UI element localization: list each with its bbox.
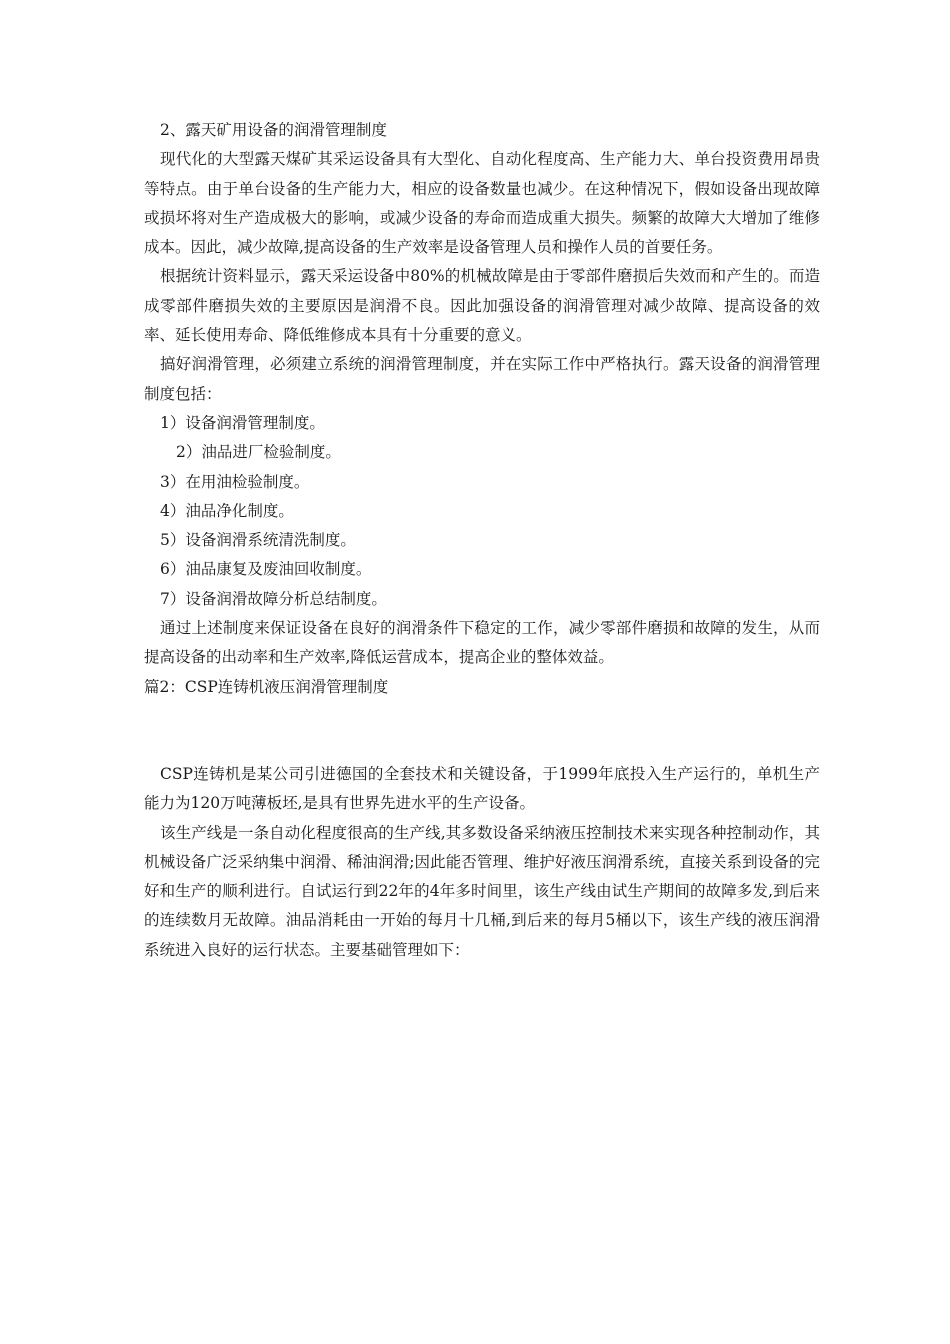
- list-item: 1）设备润滑管理制度。: [160, 413, 325, 432]
- section-heading: 2、露天矿用设备的润滑管理制度: [160, 121, 387, 139]
- list-item: 5）设备润滑系统清洗制度。: [160, 531, 356, 550]
- paragraph-intro: 现代化的大型露天煤矿其采运设备具有大型化、自动化程度高、生产能力大、单台投资费用昂贵等特点。由于单台设备的生产能力大，相应的设备数量也减少。在这种情况下，假如设备出现故障或损坏将对生产造成极大的影响，或减少设备的寿命而造成重大损失。频繁的故障大大增加了维修成本。因此，减少故障,提高设备的生产效率是设备管理人员和操作人员的首要任务。: [144, 150, 820, 257]
- document-body: [144, 116, 820, 965]
- paragraph-statistics: 根据统计资料显示，露天采运设备中80%的机械故障是由于零部件磨损后失效而和产生的。而造成零部件磨损失效的主要原因是润滑不良。因此加强设备的润滑管理对减少故障、提高设备的效率、延长使用寿命、降低维修成本具有十分重要的意义。: [144, 267, 820, 345]
- list-item: 4）油品净化制度。: [160, 501, 294, 520]
- spacer: [144, 702, 820, 760]
- list-item: 2）油品进厂检验制度。: [176, 443, 341, 462]
- list-item: 3）在用油检验制度。: [160, 472, 310, 491]
- paragraph-csp-production-line: 该生产线是一条自动化程度很高的生产线,其多数设备采纳液压控制技术来实现各种控制动作，其机械设备广泛采纳集中润滑、稀油润滑;因此能否管理、维护好液压润滑系统，直接关系到设备的完好和生产的顺利进行。自试运行到22年的4年多时间里，该生产线由试生产期间的故障多发,到后来的连续数月无故障。油品消耗由一开始的每月十几桶,到后来的每月5桶以下，该生产线的液压润滑系统进入良好的运行状态。主要基础管理如下：: [144, 823, 820, 959]
- article-heading: 篇2：CSP连铸机液压润滑管理制度: [144, 677, 389, 696]
- paragraph-csp-intro: CSP连铸机是某公司引进德国的全套技术和关键设备，于1999年底投入生产运行的，单机生产能力为120万吨薄板坯,是具有世界先进水平的生产设备。: [144, 764, 820, 813]
- list-item: 6）油品康复及废油回收制度。: [160, 560, 372, 579]
- paragraph-conclusion: 通过上述制度来保证设备在良好的润滑条件下稳定的工作，减少零部件磨损和故障的发生，从而提高设备的出动率和生产效率,降低运营成本，提高企业的整体效益。: [144, 619, 820, 667]
- list-item: 7）设备润滑故障分析总结制度。: [160, 589, 387, 608]
- paragraph-system-intro: 搞好润滑管理，必须建立系统的润滑管理制度，并在实际工作中严格执行。露天设备的润滑管理制度包括：: [144, 355, 820, 403]
